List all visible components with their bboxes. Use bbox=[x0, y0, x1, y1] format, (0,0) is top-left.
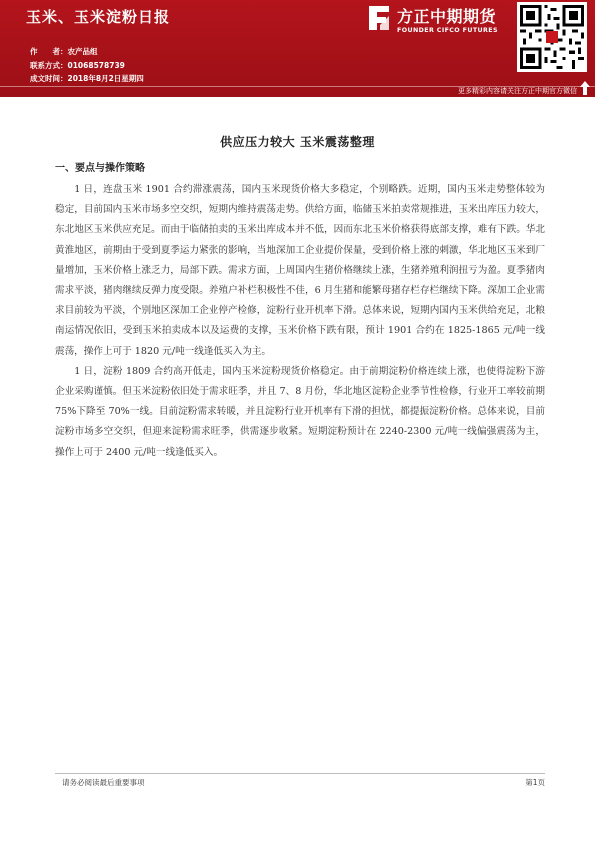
arrow-up-icon bbox=[579, 80, 591, 96]
footer-disclaimer: 请务必阅读最后重要事项 bbox=[62, 778, 145, 787]
author-value: 农产品组 bbox=[67, 47, 98, 56]
qr-code-icon bbox=[520, 5, 584, 69]
page-number: 第1页 bbox=[525, 778, 545, 787]
contact-label: 联系方式： bbox=[30, 60, 68, 70]
document-body bbox=[55, 180, 545, 463]
date-value: 2018年8月2日星期四 bbox=[67, 74, 144, 83]
section-heading: 一、要点与操作策略 bbox=[55, 163, 145, 174]
brand-logo bbox=[366, 3, 512, 43]
brand-name-cn: 方正中期期货 bbox=[397, 7, 497, 26]
brand-name-en: FOUNDER CIFCO FUTURES bbox=[397, 27, 498, 34]
contact-value: 01068578739 bbox=[67, 60, 125, 70]
author-row bbox=[30, 45, 144, 59]
footer-divider bbox=[55, 773, 545, 774]
wechat-qr-code[interactable] bbox=[517, 2, 587, 72]
document-title: 供应压力较大 玉米震荡整理 bbox=[220, 135, 375, 149]
date-label: 成文时间： bbox=[30, 74, 68, 83]
author-label: 作 者： bbox=[30, 47, 68, 56]
contact-row bbox=[30, 59, 144, 73]
report-meta bbox=[30, 45, 144, 86]
paragraph-corn: 1 日，连盘玉米 1901 合约滞涨震荡，国内玉米现货价格大多稳定，个别略跌。近期，国内玉米走势整体较为稳定，目前国内玉米市场多空交织，短期内维持震荡走势。供给方面，临储玉米拍卖常规推进，玉米出库压力较大，东北地区玉米供应充足。而由于临储拍卖的玉米出库成本并不低，因而东北玉米价格获得底部支撑，难有下跌。华北黄淮地区，前期由于受到夏季运力紧张的影响，当地深加工企业提价保量，受到价格上涨的刺激，华北地区玉米到厂量增加，玉米价格上涨乏力，局部下跌。需求方面，上周国内生猪价格继续上涨，生猪养殖利润扭亏为盈。夏季猪肉需求平淡，猪肉继续反弹力度受限。养殖户补栏积极性不佳，6 月生猪和能繁母猪存栏存栏继续下降。深加工企业需求目前较为平淡，个别地区深加工企业停产检修，淀粉行业开机率下滑。总体来说，短期内国内玉米供给充足，北粮南运情况依旧，受到玉米拍卖成本以及运费的支撑，玉米价格下跌有限，预计 1901 合约在 1825-1865 元/吨一线震荡，操作上可于 1820 元/吨一线逢低买入为主。 bbox=[55, 184, 545, 357]
date-row bbox=[30, 72, 144, 86]
report-title: 玉米、玉米淀粉日报 bbox=[26, 8, 171, 26]
report-header bbox=[0, 0, 595, 97]
brand-mark-icon bbox=[366, 3, 392, 33]
paragraph-starch: 1 日，淀粉 1809 合约高开低走，国内玉米淀粉现货价格稳定。由于前期淀粉价格连续上涨，也使得淀粉下游企业采购谨慎。但玉米淀粉依旧处于需求旺季，并且 7、8 月份，华北地区淀粉企业季节性检修，行业开工率较前期 75%下降至 70%一线。目前淀粉需求转暖，并且淀粉行业开机率有下滑的担忧，都提振淀粉价格。总体来说，目前淀粉市场多空交织，但迎来淀粉需求旺季，供需逐步收紧。短期淀粉预计在 2240-2300 元/吨一线偏强震荡为主，操作上可于 2400 元/吨一线逢低买入。 bbox=[55, 365, 545, 458]
follow-wechat-text[interactable]: 更多精彩内容请关注方正中期官方微信 bbox=[458, 87, 577, 95]
